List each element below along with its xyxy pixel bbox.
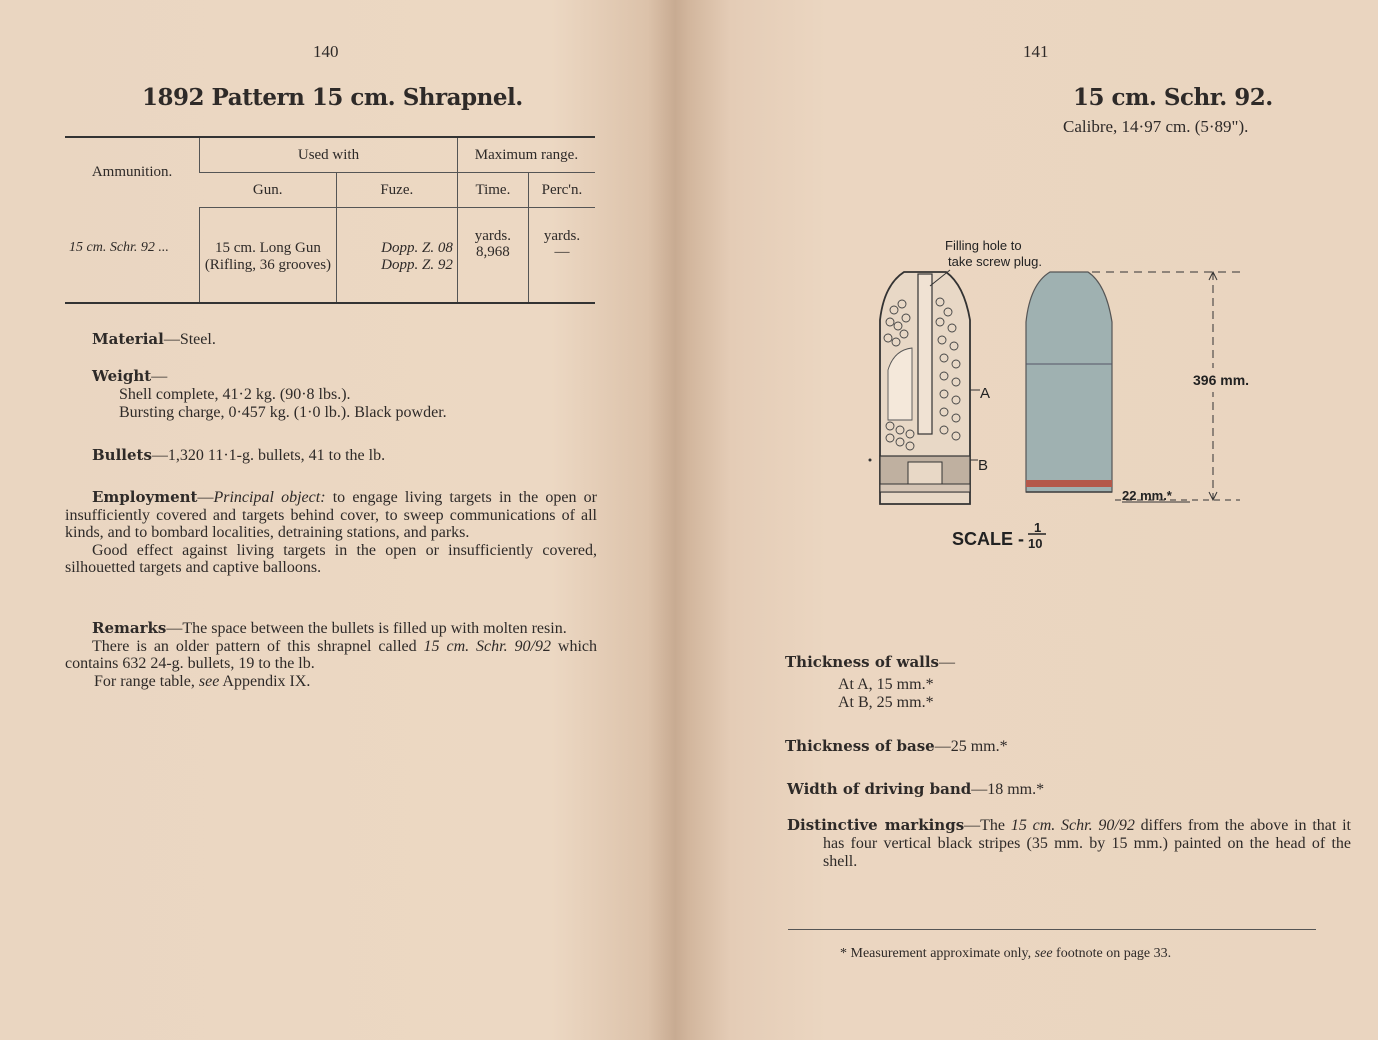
calibre-subtitle: Calibre, 14·97 cm. (5·89"). xyxy=(1063,117,1249,136)
filling-hole-label-1: Filling hole to xyxy=(945,238,1022,253)
employment-text: to engage living targets in the open or insufficiently covered and targets behind cover, to sweep communications of all kinds, and to bombard localities, detraining stations, and parks. xyxy=(65,489,597,541)
cell-gun: 15 cm. Long Gun (Rifling, 36 grooves) xyxy=(200,208,337,304)
remarks-text-3b: Appendix IX. xyxy=(219,672,311,690)
walls-section xyxy=(785,653,1305,712)
base-label: Thickness of base xyxy=(785,737,935,755)
markings-label: Distinctive markings xyxy=(787,816,965,834)
remarks-label: Remarks xyxy=(92,619,167,637)
shell-diagram xyxy=(860,230,1260,560)
header-gun: Gun. xyxy=(200,173,337,208)
perc-unit: yards. xyxy=(543,228,581,244)
employment-section xyxy=(65,489,597,577)
right-page xyxy=(690,0,1378,1040)
material-section xyxy=(92,330,597,349)
weight-line-1: Shell complete, 41·2 kg. (90·8 lbs.). xyxy=(119,386,351,403)
label-b: B xyxy=(978,457,989,474)
time-unit: yards. xyxy=(474,228,512,244)
remarks-section xyxy=(65,620,597,690)
label-a: A xyxy=(980,385,991,402)
header-used-with: Used with xyxy=(200,137,458,173)
header-percussion: Perc'n. xyxy=(528,173,595,208)
footnote-text-b: footnote on page 33. xyxy=(1052,946,1172,961)
sectional-view xyxy=(869,272,981,504)
page-title: 15 cm. Schr. 92. xyxy=(1073,84,1273,111)
weight-dash: — xyxy=(151,368,168,385)
walls-at-b: At B, 25 mm.* xyxy=(838,694,934,711)
bullets-section xyxy=(92,446,597,465)
employment-text-2: Good effect against living targets in the open or insufficiently covered, silhouetted targets and captive balloons. xyxy=(65,541,597,576)
walls-at-a: At A, 15 mm.* xyxy=(838,676,934,693)
band-dimension: 22 mm.* xyxy=(1122,488,1172,503)
walls-label: Thickness of walls xyxy=(785,653,940,671)
bullets-label: Bullets xyxy=(92,446,152,464)
remarks-text-2 xyxy=(65,638,597,673)
remarks-text-2a: There is an older pattern of this shrapnel called xyxy=(92,637,424,655)
header-maximum-range: Maximum range. xyxy=(457,137,595,173)
walls-dash: — xyxy=(939,654,956,671)
cell-time xyxy=(457,208,528,304)
cell-percussion xyxy=(528,208,595,304)
employment-label: Employment xyxy=(92,488,198,506)
ammunition-table xyxy=(65,136,595,304)
weight-section xyxy=(92,367,597,422)
filling-hole-label-2: take screw plug. xyxy=(948,254,1042,269)
external-view xyxy=(1026,272,1112,492)
left-page xyxy=(0,0,680,1040)
material-text: —Steel. xyxy=(163,331,216,348)
markings-text-a: —The xyxy=(964,817,1011,834)
page-number: 141 xyxy=(1023,42,1049,61)
length-dimension: 396 mm. xyxy=(1193,372,1250,388)
page-title: 1892 Pattern 15 cm. Shrapnel. xyxy=(142,84,523,111)
markings-text-b: differs from the above in that it has four vertical black stripes (35 mm. by 15 mm.) painted on the head of the shell. xyxy=(823,817,1352,870)
markings-italic: 15 cm. Schr. 90/92 xyxy=(1010,817,1135,834)
perc-value: — xyxy=(554,244,570,260)
remarks-text: —The space between the bullets is filled up with molten resin. xyxy=(166,620,567,637)
remarks-text-3 xyxy=(65,673,597,691)
band-section xyxy=(787,780,1307,799)
scale-numerator: 1 xyxy=(1034,520,1042,535)
fuze-line-1: Dopp. Z. 08 xyxy=(381,240,453,256)
table-row xyxy=(65,208,595,304)
time-value: 8,968 xyxy=(476,244,510,260)
footnote-text-a: * Measurement approximate only, xyxy=(840,946,1035,961)
remarks-text-2-italic: 15 cm. Schr. 90/92 xyxy=(423,637,551,655)
footnote xyxy=(840,946,1171,962)
header-time: Time. xyxy=(457,173,528,208)
cell-fuze xyxy=(336,208,457,304)
band-label: Width of driving band xyxy=(787,780,972,798)
employment-italic: Principal object: xyxy=(213,489,326,506)
remarks-text-2b: which contains 632 24-g. bullets, 19 to the lb. xyxy=(65,637,598,672)
footnote-italic: see xyxy=(1034,946,1053,961)
fuze-line-2: Dopp. Z. 92 xyxy=(381,257,453,273)
bullets-text: —1,320 11·1-g. bullets, 41 to the lb. xyxy=(151,447,386,464)
band-text: —18 mm.* xyxy=(971,781,1045,798)
footnote-rule xyxy=(788,929,1316,930)
scale-denominator: 10 xyxy=(1028,536,1043,551)
markings-section xyxy=(787,816,1351,871)
cell-ammunition: 15 cm. Schr. 92 ... xyxy=(65,208,200,304)
remarks-text-3a: For range table, xyxy=(94,672,199,690)
page-number: 140 xyxy=(313,42,339,61)
remarks-text-3-italic: see xyxy=(198,672,220,690)
header-ammunition: Ammunition. xyxy=(65,137,200,208)
base-text: —25 mm.* xyxy=(934,738,1008,755)
weight-line-2: Bursting charge, 0·457 kg. (1·0 lb.). Black powder. xyxy=(119,404,447,421)
weight-label: Weight xyxy=(92,367,152,385)
scale-label: SCALE - xyxy=(952,529,1024,549)
base-section xyxy=(785,737,1305,756)
employment-dash: — xyxy=(197,489,214,506)
material-label: Material xyxy=(92,330,164,348)
header-fuze: Fuze. xyxy=(336,173,457,208)
